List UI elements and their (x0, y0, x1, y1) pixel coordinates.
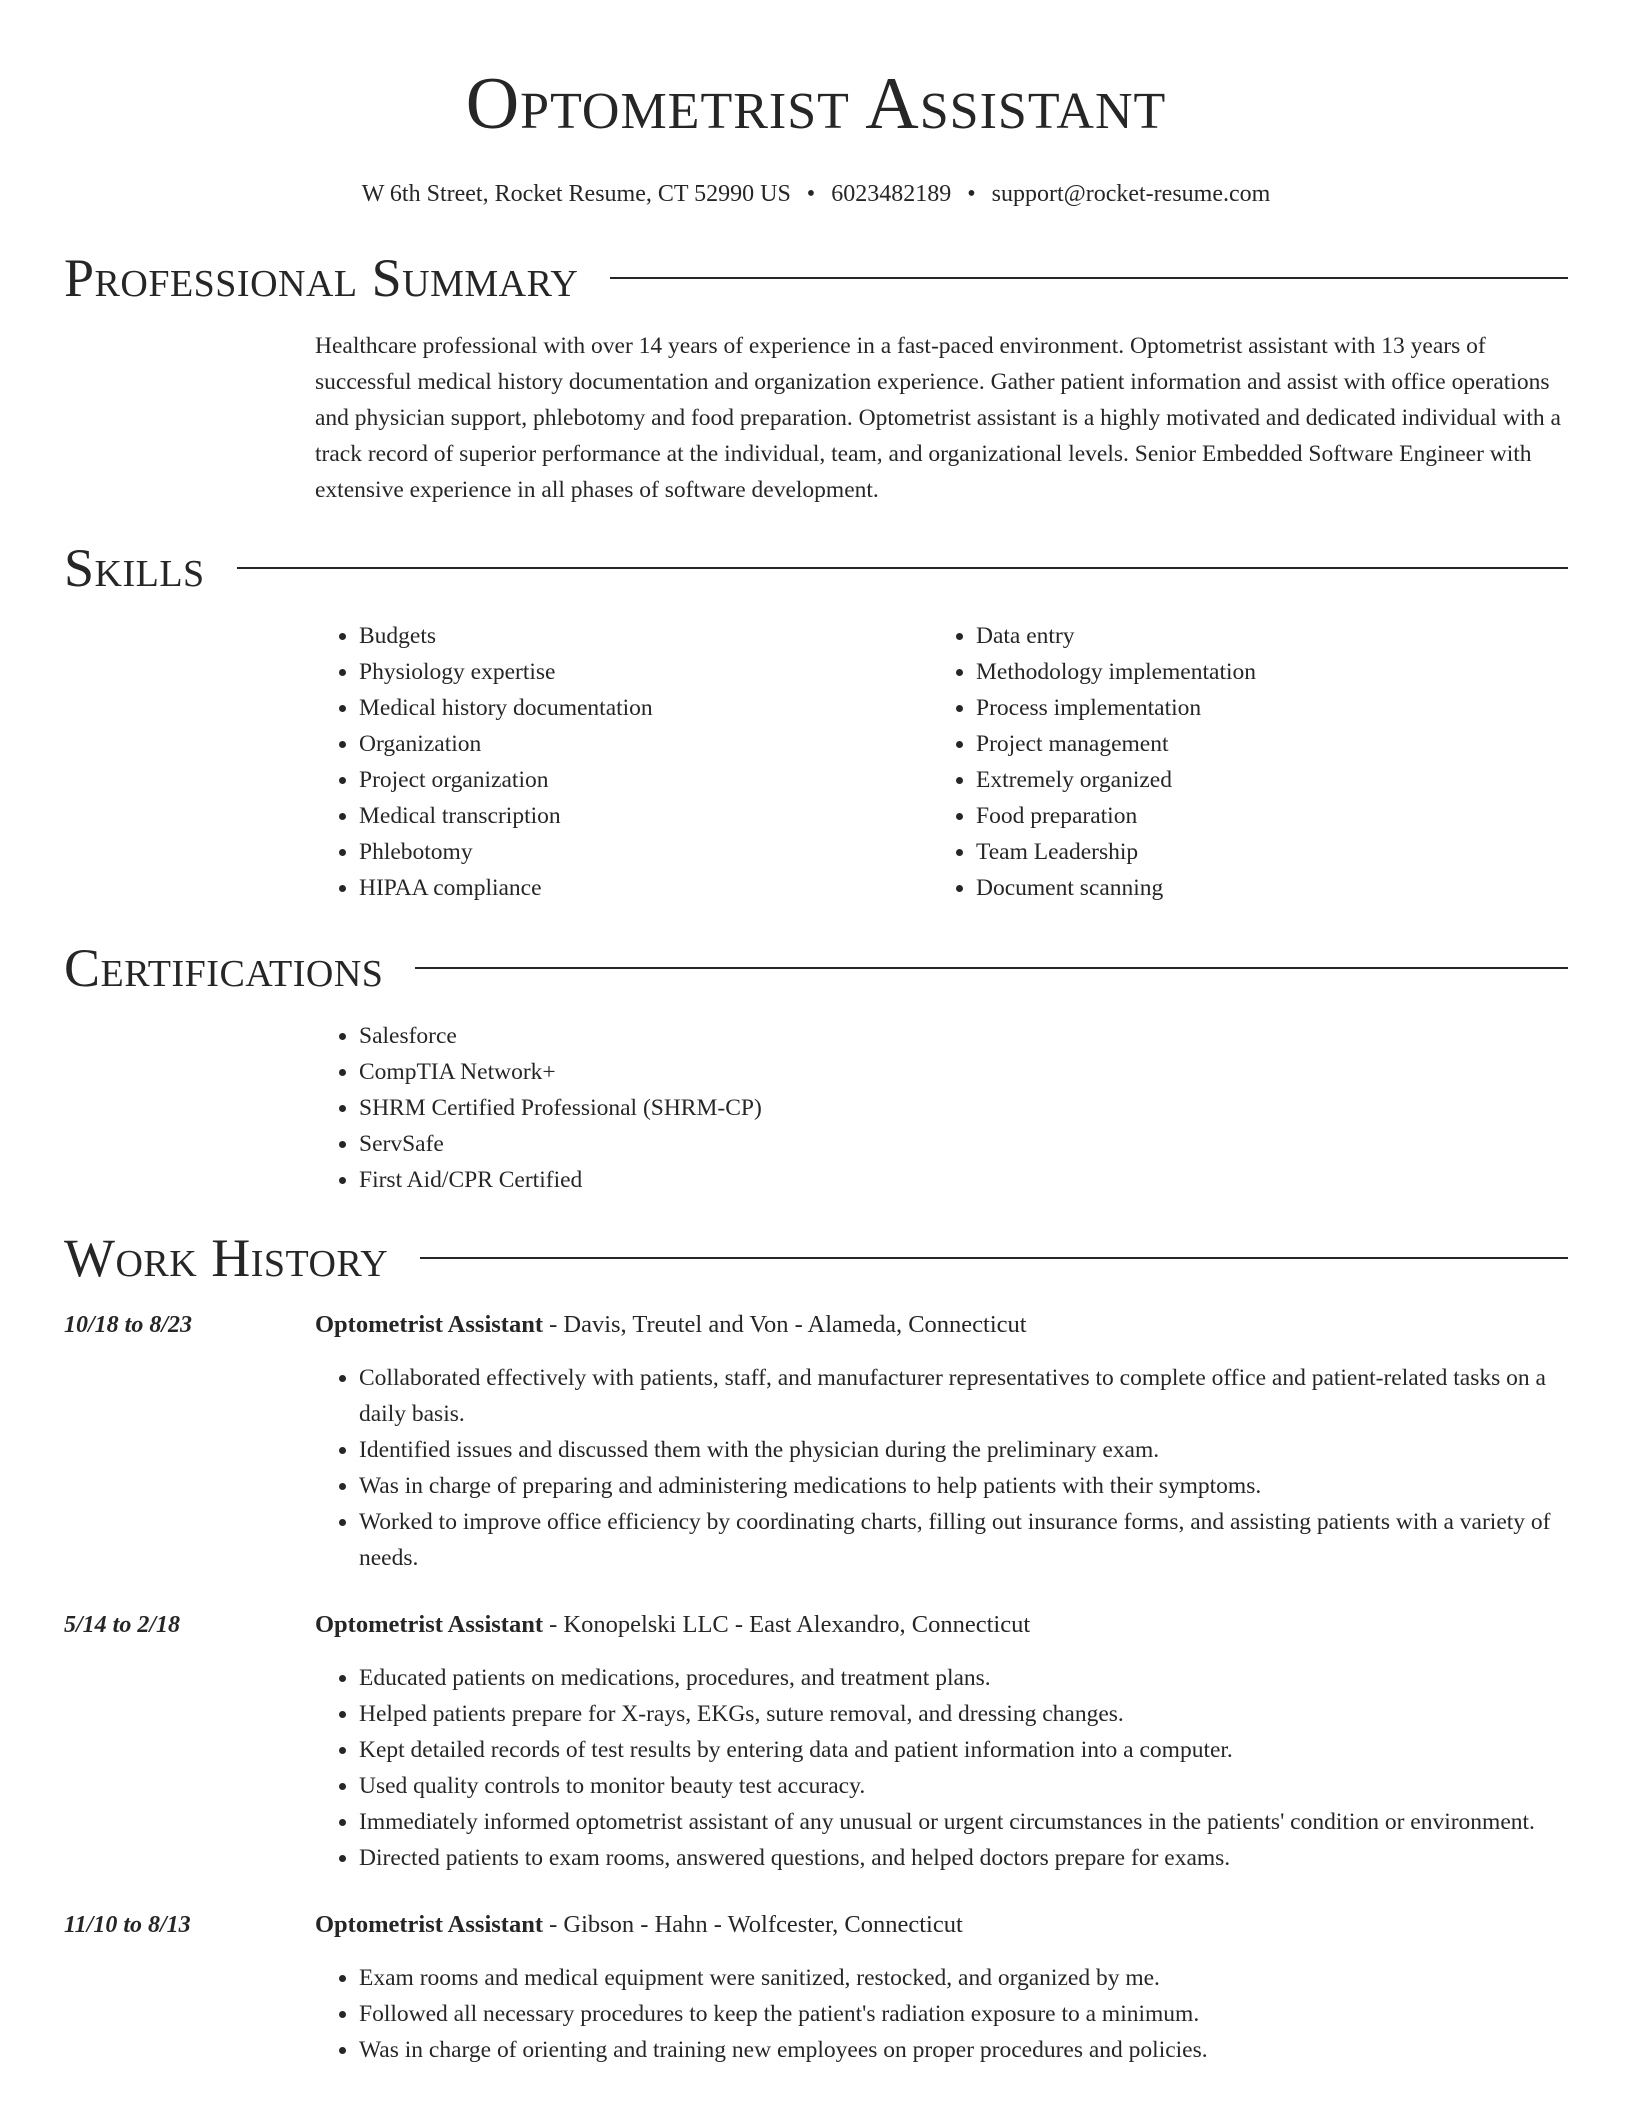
job-bullet: • Directed patients to exam rooms, answered questions, and helped doctors prepare for exams. (359, 1840, 1568, 1876)
job-dates: 10/18 to 8/23 (64, 1312, 193, 1338)
skills-column-left (315, 618, 932, 906)
job-details (315, 1308, 1568, 1576)
job-header (315, 1908, 1568, 1942)
job-title: Optometrist Assistant (315, 1611, 543, 1638)
certifications-bullets (315, 1018, 1568, 1198)
skill-item: • Data entry (976, 618, 1549, 654)
job-details (315, 1908, 1568, 2068)
job-bullet: • Collaborated effectively with patients, staff, and manufacturer representatives to complete office and patient-related tasks on a daily basis. (359, 1360, 1568, 1432)
summary-text: Healthcare professional with over 14 years of experience in a fast-paced environment. Optometrist assistant with 13 years of successful medical history documentation and organization experience. Gather patient information and assist with office operations and physician support, phlebotomy and food preparation. Optometrist assistant is a highly motivated and dedicated individual with a track record of superior performance at the individual, team, and organizational levels. Senior Embedded Software Engineer with extensive experience in all phases of software development. (315, 333, 1561, 503)
work-section-header (64, 1228, 1568, 1288)
skill-item: • Project management (976, 726, 1549, 762)
job-bullet: • Followed all necessary procedures to keep the patient's radiation exposure to a minimum. (359, 1996, 1568, 2032)
skill-item: • Food preparation (976, 798, 1549, 834)
certifications-section-header (64, 938, 1568, 998)
job-company: - Gibson - Hahn - Wolfcester, Connecticut (542, 1911, 963, 1938)
skill-item: • Project organization (359, 762, 932, 798)
job-bullet: • Kept detailed records of test results by entering data and patient information into a computer. (359, 1732, 1568, 1768)
certification-item: • Salesforce (359, 1018, 1568, 1054)
section-divider (237, 567, 1568, 569)
job-company: - Konopelski LLC - East Alexandro, Connecticut (542, 1611, 1031, 1638)
job-bullet: • Helped patients prepare for X-rays, EKGs, suture removal, and dressing changes. (359, 1696, 1568, 1732)
job-title: Optometrist Assistant (315, 1311, 543, 1338)
certification-item: • ServSafe (359, 1126, 1568, 1162)
skill-item: • Organization (359, 726, 932, 762)
job-company: - Davis, Treutel and Von - Alameda, Connecticut (542, 1311, 1027, 1338)
certifications-section-title: Certifications (64, 938, 384, 998)
job-header (315, 1308, 1568, 1342)
skill-item: • HIPAA compliance (359, 870, 932, 906)
skills-list-left (315, 618, 932, 906)
section-divider (610, 277, 1568, 279)
section-divider (420, 1257, 1568, 1259)
resume-name: Optometrist Assistant (465, 63, 1167, 145)
certification-item: • CompTIA Network+ (359, 1054, 1568, 1090)
skill-item: • Document scanning (976, 870, 1549, 906)
job-bullets (315, 1960, 1568, 2068)
contact-phone: 6023482189 (831, 181, 952, 207)
job-bullet: • Used quality controls to monitor beauty test accuracy. (359, 1768, 1568, 1804)
skills-column-right (932, 618, 1549, 906)
job-entry (64, 1308, 1568, 1576)
skill-item: • Phlebotomy (359, 834, 932, 870)
job-bullet: • Identified issues and discussed them with the physician during the preliminary exam. (359, 1432, 1568, 1468)
skill-item: • Medical transcription (359, 798, 932, 834)
certifications-list (315, 1018, 1568, 1198)
job-bullets (315, 1360, 1568, 1576)
job-bullets (315, 1660, 1568, 1876)
job-bullet: • Was in charge of preparing and administering medications to help patients with their symptoms. (359, 1468, 1568, 1504)
skill-item: • Budgets (359, 618, 932, 654)
skill-item: • Process implementation (976, 690, 1549, 726)
certification-item: • SHRM Certified Professional (SHRM-CP) (359, 1090, 1568, 1126)
skills-grid (315, 618, 1568, 906)
skills-list-right (932, 618, 1549, 906)
skill-item: • Extremely organized (976, 762, 1549, 798)
skill-item: • Methodology implementation (976, 654, 1549, 690)
certification-item: • First Aid/CPR Certified (359, 1162, 1568, 1198)
job-details (315, 1608, 1568, 1876)
job-bullet: • Immediately informed optometrist assistant of any unusual or urgent circumstances in the patients' condition or environment. (359, 1804, 1568, 1840)
contact-address: W 6th Street, Rocket Resume, CT 52990 US (361, 181, 791, 207)
job-bullet: • Was in charge of orienting and training new employees on proper procedures and policies. (359, 2032, 1568, 2068)
work-section-title: Work History (64, 1228, 389, 1288)
contact-separator: • (806, 181, 816, 207)
summary-section-title: Professional Summary (64, 248, 579, 308)
skill-item: • Medical history documentation (359, 690, 932, 726)
job-bullet: • Worked to improve office efficiency by coordinating charts, filling out insurance forms, and assisting patients with a variety of needs. (359, 1504, 1568, 1576)
job-bullet: • Educated patients on medications, procedures, and treatment plans. (359, 1660, 1568, 1696)
job-entry (64, 1608, 1568, 1876)
job-header (315, 1608, 1568, 1642)
skills-section-title: Skills (64, 538, 205, 598)
section-divider (415, 967, 1568, 969)
skill-item: • Team Leadership (976, 834, 1549, 870)
skill-item: • Physiology expertise (359, 654, 932, 690)
contact-email[interactable]: support@rocket-resume.com (991, 181, 1271, 207)
skills-section-header (64, 538, 1568, 598)
job-dates: 5/14 to 2/18 (64, 1612, 181, 1638)
contact-line (64, 178, 1568, 210)
contact-separator: • (967, 181, 976, 207)
summary-section-header (64, 248, 1568, 308)
job-title: Optometrist Assistant (315, 1911, 543, 1938)
job-dates: 11/10 to 8/13 (64, 1912, 191, 1938)
job-bullet: • Exam rooms and medical equipment were sanitized, restocked, and organized by me. (359, 1960, 1568, 1996)
job-entry (64, 1908, 1568, 2068)
